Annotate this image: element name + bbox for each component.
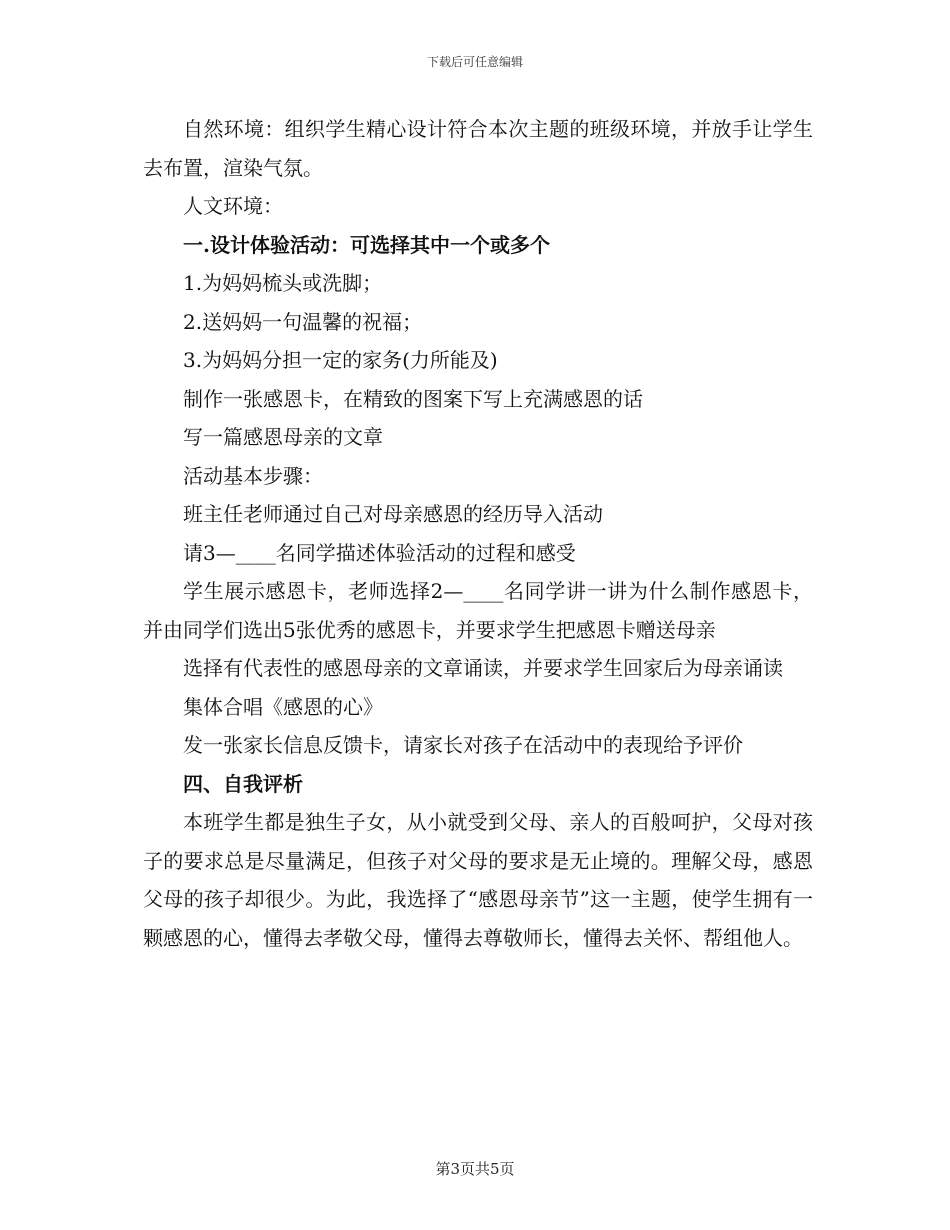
page-header: 下载后可任意编辑 xyxy=(426,55,523,69)
paragraph-step-show-cards: 学生展示感恩卡，老师选择2—____名同学讲一讲为什么制作感恩卡，并由同学们选出5张优秀的感恩卡，并要求学生把感恩卡赠送母亲 xyxy=(143,579,813,642)
paragraph-step-intro: 班主任老师通过自己对母亲感恩的经历导入活动 xyxy=(183,502,603,526)
paragraph-cultural-environment: 人文环境： xyxy=(183,194,283,218)
list-item-activity-2: 2.送妈妈一句温馨的祝福； xyxy=(183,309,423,334)
section-heading-activities: 一.设计体验活动：可选择其中一个或多个 xyxy=(183,232,550,257)
list-item-activity-1: 1.为妈妈梳头或洗脚； xyxy=(183,271,383,295)
paragraph-steps-label: 活动基本步骤： xyxy=(183,463,323,488)
document-body xyxy=(143,110,813,957)
paragraph-natural-environment: 自然环境：组织学生精心设计符合本次主题的班级环境，并放手让学生去布置，渲染气氛。 xyxy=(143,117,813,180)
list-item-activity-3: 3.为妈妈分担一定的家务(力所能及) xyxy=(183,348,498,372)
paragraph-write-article: 写一篇感恩母亲的文章 xyxy=(183,425,383,449)
paragraph-step-feedback: 发一张家长信息反馈卡，请家长对孩子在活动中的表现给予评价 xyxy=(183,733,743,757)
paragraph-make-card: 制作一张感恩卡，在精致的图案下写上充满感恩的话 xyxy=(183,386,643,411)
paragraph-self-evaluation: 本班学生都是独生子女，从小就受到父母、亲人的百般呵护，父母对孩子的要求总是尽量满足，但孩子对父母的要求是无止境的。理解父母，感恩父母的孩子却很少。为此，我选择了“感恩母亲节”这一主题，使学生拥有一颗感恩的心，懂得去孝敬父母，懂得去尊敬师长，懂得去关怀、帮组他人。 xyxy=(143,810,813,950)
page-footer: 第3页共5页 xyxy=(435,1160,515,1178)
paragraph-step-chorus: 集体合唱《感恩的心》 xyxy=(183,694,383,719)
paragraph-step-reading: 选择有代表性的感恩母亲的文章诵读，并要求学生回家后为母亲诵读 xyxy=(183,656,783,680)
paragraph-step-describe: 请3—____名同学描述体验活动的过程和感受 xyxy=(183,540,576,565)
section-heading-self-evaluation: 四、自我评析 xyxy=(183,771,303,796)
